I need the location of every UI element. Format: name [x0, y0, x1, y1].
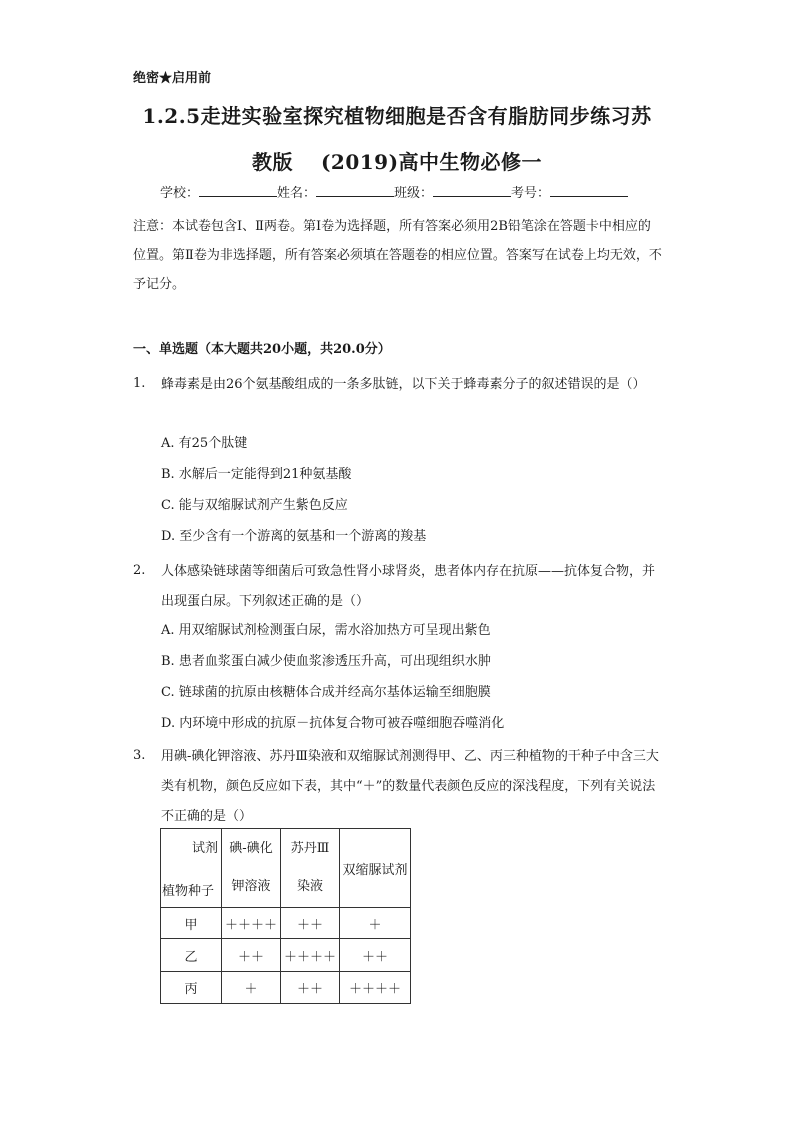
section-heading: 一、单选题（本大题共20小题，共20.0分）	[133, 342, 391, 357]
exam-no-label: 考号：	[511, 186, 551, 201]
table-cell: 丙	[161, 972, 222, 1004]
notice-text: 注意：本试卷包含Ⅰ、Ⅱ两卷。第Ⅰ卷为选择题，所有答案必须用2B铅笔涂在答题卡中相应的位置。第Ⅱ卷为非选择题，所有答案必须填在答题卷的相应位置。答案写在试卷上均无效，不予记分。	[133, 219, 662, 292]
table-cell: 乙	[161, 939, 222, 972]
title-line-2	[100, 146, 694, 175]
option-a[interactable]: A. 用双缩脲试剂检测蛋白尿，需水浴加热方可呈现出紫色	[161, 623, 491, 638]
title-line-1: 1.2.5走进实验室探究植物细胞是否含有脂肪同步练习苏	[142, 104, 652, 128]
question-number: 3.	[133, 748, 146, 763]
table-row	[161, 972, 411, 1004]
name-blank[interactable]	[316, 184, 394, 197]
table-corner-cell	[161, 829, 222, 908]
table-cell: ＋	[340, 908, 411, 939]
table-cell: ＋＋	[281, 908, 340, 939]
title-line-2b: (2019)高中生物必修一	[320, 150, 543, 174]
question-stem: 蜂毒素是由26个氨基酸组成的一条多肽链，以下关于蜂毒素分子的叙述错误的是（）	[161, 377, 646, 392]
school-label: 学校：	[160, 186, 200, 201]
table-cell: ＋＋	[281, 972, 340, 1004]
secret-label: 绝密★启用前	[133, 71, 212, 86]
option-b[interactable]: B. 患者血浆蛋白减少使血浆渗透压升高，可出现组织水肿	[161, 654, 491, 669]
option-c[interactable]: C. 能与双缩脲试剂产生紫色反应	[161, 498, 348, 513]
question-stem: 用碘-碘化钾溶液、苏丹Ⅲ染液和双缩脲试剂测得甲、乙、丙三种植物的干种子中含三大类有机物，颜色反应如下表，其中“＋”的数量代表颜色反应的深浅程度，下列有关说法不正确的是（）	[161, 749, 659, 824]
question-stem: 人体感染链球菌等细菌后可致急性肾小球肾炎，患者体内存在抗原——抗体复合物，并出现蛋白尿。下列叙述正确的是（）	[161, 564, 656, 609]
option-d[interactable]: D. 内环境中形成的抗原－抗体复合物可被吞噬细胞吞噬消化	[161, 716, 505, 731]
table-header-sudan: 苏丹Ⅲ 染液	[281, 829, 340, 908]
table-cell: ＋＋＋＋	[222, 908, 281, 939]
corner-bottom-label: 植物种子	[162, 884, 215, 899]
question-number: 1.	[133, 376, 146, 391]
title-line-2a: 教版	[251, 150, 293, 174]
student-info-row	[160, 182, 628, 201]
table-cell: ＋＋	[340, 939, 411, 972]
class-label: 班级：	[394, 186, 434, 201]
question-number: 2.	[133, 563, 146, 578]
option-c[interactable]: C. 链球菌的抗原由核糖体合成并经高尔基体运输至细胞膜	[161, 685, 491, 700]
school-blank[interactable]	[199, 184, 277, 197]
table-cell: ＋	[222, 972, 281, 1004]
exam-no-blank[interactable]	[550, 184, 628, 197]
table-row	[161, 939, 411, 972]
reaction-table	[160, 828, 411, 1004]
table-row	[161, 908, 411, 939]
table-header-iodine: 碘-碘化 钾溶液	[222, 829, 281, 908]
table-cell: ＋＋＋＋	[340, 972, 411, 1004]
table-cell: ＋＋＋＋	[281, 939, 340, 972]
option-b[interactable]: B. 水解后一定能得到21种氨基酸	[161, 467, 352, 482]
table-cell: ＋＋	[222, 939, 281, 972]
table-cell: 甲	[161, 908, 222, 939]
name-label: 姓名：	[277, 186, 317, 201]
corner-top-label: 试剂	[191, 841, 218, 856]
option-d[interactable]: D. 至少含有一个游离的氨基和一个游离的羧基	[161, 529, 427, 544]
class-blank[interactable]	[433, 184, 511, 197]
table-header-biuret: 双缩脲试剂	[340, 829, 411, 908]
option-a[interactable]: A. 有25个肽键	[161, 436, 248, 451]
